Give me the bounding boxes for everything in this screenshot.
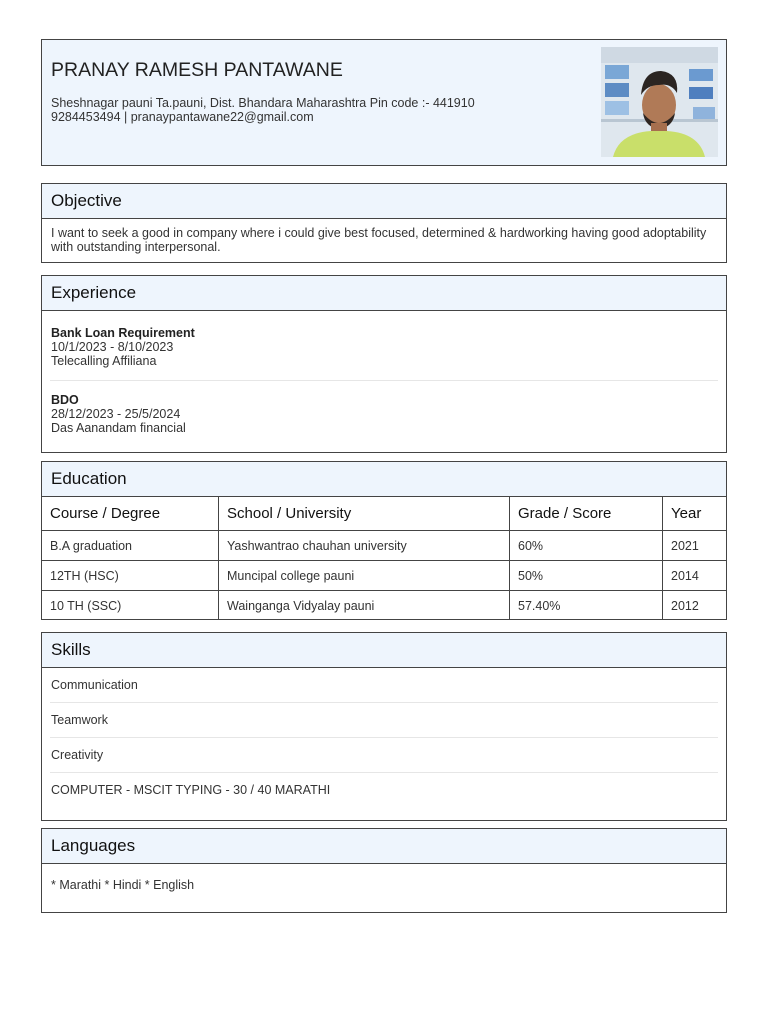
column-header: Course / Degree <box>42 497 219 531</box>
job-dates: 10/1/2023 - 8/10/2023 <box>51 340 174 354</box>
table-header-row <box>42 497 726 531</box>
candidate-name: PRANAY RAMESH PANTAWANE <box>51 59 343 81</box>
address: Sheshnagar pauni Ta.pauni, Dist. Bhandara Maharashtra Pin code :- 441910 <box>51 96 475 110</box>
divider <box>50 380 718 381</box>
education-section <box>41 461 727 620</box>
job-entry <box>42 326 726 368</box>
section-title: Objective <box>42 184 726 219</box>
table-cell: 2014 <box>663 561 727 591</box>
contact-info: 9284453494 | pranaypantawane22@gmail.com <box>51 110 314 124</box>
table-row <box>42 591 726 621</box>
profile-photo <box>601 47 718 157</box>
skill-item: COMPUTER - MSCIT TYPING - 30 / 40 MARATHI <box>51 783 331 797</box>
resume-header <box>41 39 727 166</box>
section-title: Education <box>42 462 726 497</box>
job-entry <box>42 393 726 435</box>
table-cell: 12TH (HSC) <box>42 561 219 591</box>
section-title: Experience <box>42 276 726 311</box>
table-row <box>42 531 726 561</box>
experience-section <box>41 275 727 453</box>
education-table <box>42 497 726 620</box>
table-cell: 2021 <box>663 531 727 561</box>
table-cell: B.A graduation <box>42 531 219 561</box>
table-cell: 2012 <box>671 598 699 613</box>
table-cell: Muncipal college pauni <box>219 561 510 591</box>
column-header: Grade / Score <box>510 497 663 531</box>
job-company: Das Aanandam financial <box>51 421 186 435</box>
table-cell: Yashwantrao chauhan university <box>219 531 510 561</box>
column-header: School / University <box>219 497 510 531</box>
skill-item: Creativity <box>51 748 104 762</box>
section-title: Skills <box>42 633 726 668</box>
skill-item: Communication <box>51 678 138 692</box>
languages-text: * Marathi * Hindi * English <box>51 878 195 892</box>
table-cell: 57.40% <box>510 591 663 621</box>
table-cell: 50% <box>510 561 663 591</box>
languages-section <box>41 828 727 913</box>
job-role: Bank Loan Requirement <box>51 326 195 340</box>
column-header: Year <box>663 497 727 531</box>
skill-item: Teamwork <box>51 713 108 727</box>
table-cell: Wainganga Vidyalay pauni <box>219 591 510 621</box>
job-role: BDO <box>51 393 79 407</box>
table-cell: 10 TH (SSC) <box>42 591 219 621</box>
objective-section <box>41 183 727 263</box>
job-company: Telecalling Affiliana <box>51 354 157 368</box>
table-row <box>42 561 726 591</box>
job-dates: 28/12/2023 - 25/5/2024 <box>51 407 181 421</box>
objective-text: I want to seek a good in company where i could give best focused, determined & hardworking having good adoptability with outstanding interpersonal. <box>51 226 707 254</box>
table-cell: 60% <box>510 531 663 561</box>
section-title: Languages <box>42 829 726 864</box>
skills-section <box>41 632 727 821</box>
